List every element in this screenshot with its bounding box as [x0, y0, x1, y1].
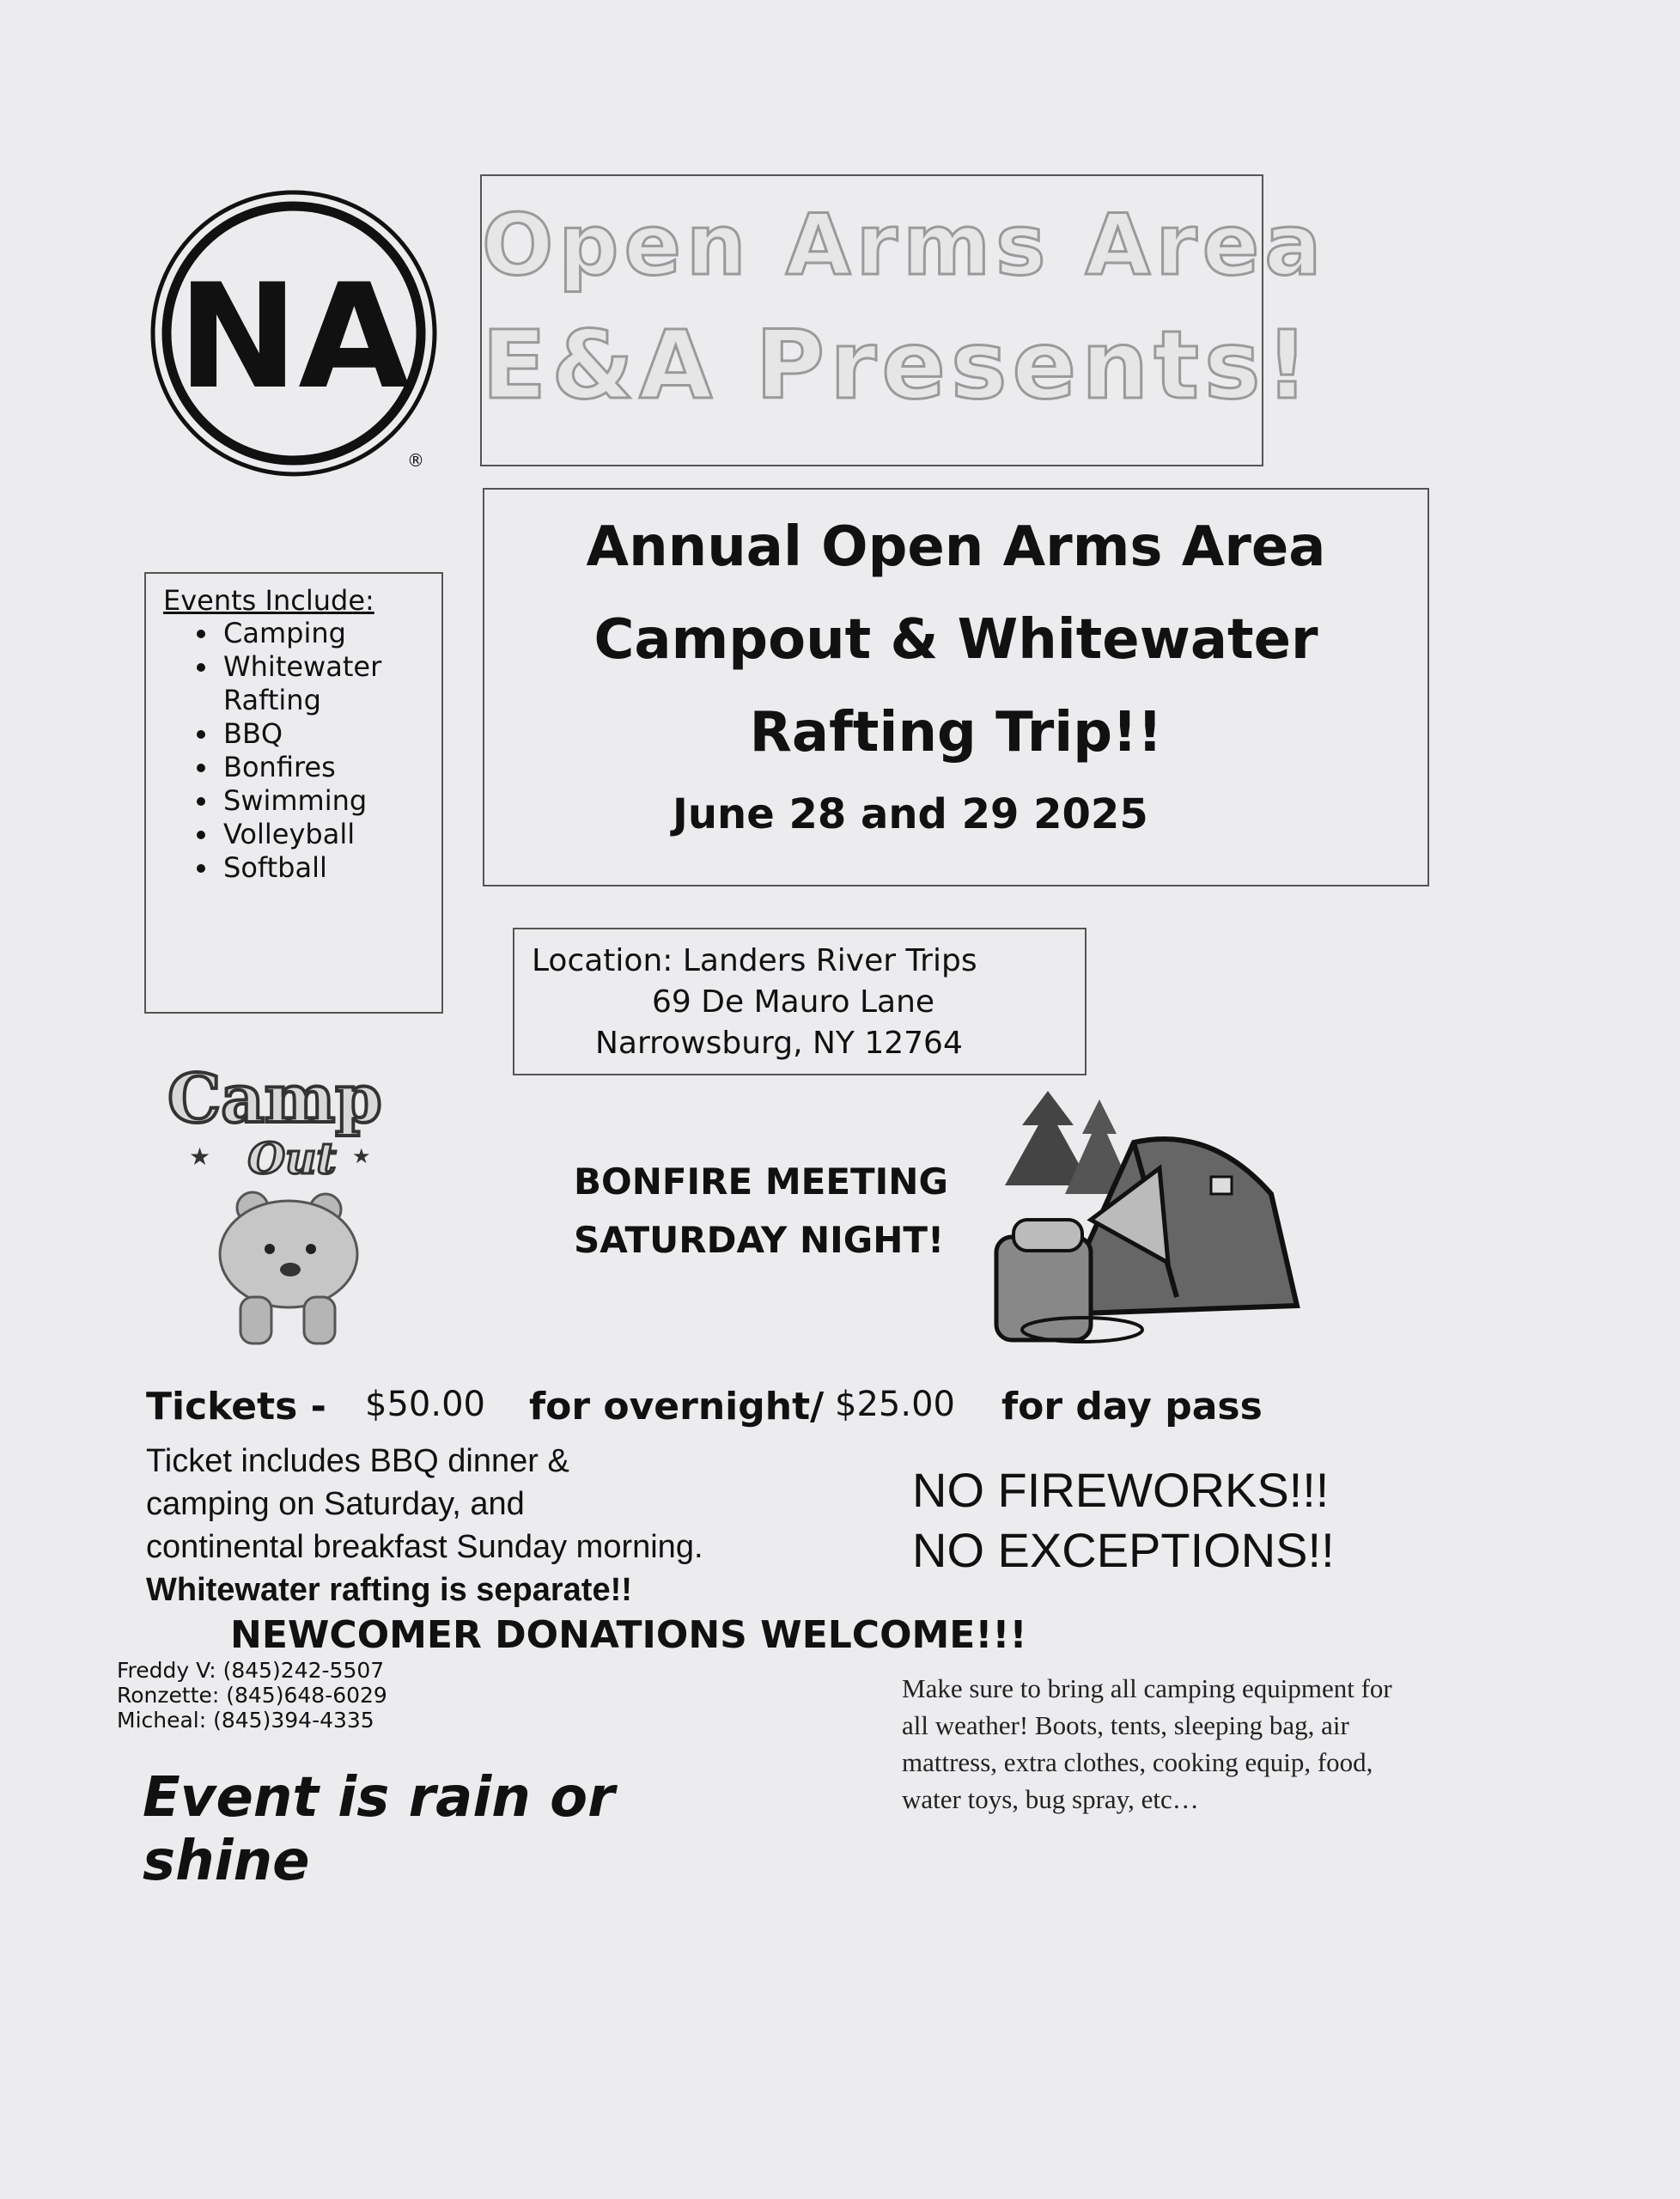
presents-header-box: [480, 174, 1327, 466]
rain-or-shine-notice: Event is rain or shine: [143, 1766, 615, 1893]
event-title-line-3: Rafting Trip!!: [749, 701, 1163, 764]
bonfire-line-2: SATURDAY NIGHT!: [574, 1219, 945, 1261]
presents-line-2: E&A Presents!: [482, 310, 1314, 420]
tent-icon: [988, 1091, 1306, 1357]
contact-list: [117, 1658, 387, 1733]
list-item: • BBQ: [220, 717, 435, 751]
rafting-separate-note: Whitewater rafting is separate!!: [146, 1572, 632, 1608]
star-icon: ★: [189, 1142, 211, 1171]
list-item: • Whitewater Rafting: [220, 650, 435, 717]
contact-item: Freddy V: (845)242-5507: [117, 1658, 385, 1683]
overnight-text: for overnight/: [529, 1385, 825, 1428]
presents-line-1: Open Arms Area: [482, 197, 1327, 295]
star-icon: ★: [352, 1144, 371, 1168]
registered-mark: ®: [407, 450, 424, 471]
list-item: • Softball: [220, 851, 435, 885]
fireworks-warning: [912, 1460, 1335, 1581]
contact-item: Ronzette: (845)648-6029: [117, 1683, 387, 1708]
event-title-line-1: Annual Open Arms Area: [586, 515, 1326, 579]
ticket-details: [146, 1440, 703, 1611]
warning-line-2: NO EXCEPTIONS!!: [912, 1523, 1335, 1577]
na-logo: [148, 187, 440, 479]
bonfire-line-1: BONFIRE MEETING: [574, 1160, 948, 1203]
day-pass-price: $25.00: [835, 1385, 955, 1424]
event-date: June 28 and 29 2025: [673, 790, 1148, 838]
out-word: Out: [247, 1133, 337, 1184]
event-title-box: [483, 488, 1429, 886]
overnight-price: $50.00: [365, 1385, 485, 1424]
contact-item: Micheal: (845)394-4335: [117, 1708, 374, 1733]
logo-letters: NA: [177, 253, 411, 421]
tickets-label: Tickets -: [146, 1385, 326, 1428]
list-item: • Bonfires: [220, 751, 435, 784]
location-line-3: Narrowsburg, NY 12764: [595, 1026, 963, 1061]
ticket-detail-line: camping on Saturday, and: [146, 1486, 525, 1522]
list-item: • Camping: [220, 617, 435, 650]
list-item: • Swimming: [220, 784, 435, 818]
bonfire-meeting-notice: [574, 1153, 948, 1270]
camp-word: Camp: [167, 1060, 382, 1138]
event-title-line-2: Campout & Whitewater: [593, 608, 1318, 672]
bear-icon: [210, 1177, 364, 1349]
day-pass-text: for day pass: [1001, 1385, 1263, 1428]
ticket-detail-line: continental breakfast Sunday morning.: [146, 1529, 703, 1565]
newcomer-donations: NEWCOMER DONATIONS WELCOME!!!: [230, 1613, 1027, 1657]
camp-out-clipart: [155, 1053, 404, 1191]
list-item: • Volleyball: [220, 818, 435, 851]
packing-note: Make sure to bring all camping equipment for all weather! Boots, tents, sleeping bag, air mattress, extra clothes, cooking equip, food, water toys, bug spray, etc…: [902, 1673, 1392, 1814]
events-box: [144, 572, 443, 1014]
location-line-1: Location: Landers River Trips: [532, 943, 977, 978]
location-line-2: 69 De Mauro Lane: [652, 984, 935, 1020]
location-box: [513, 928, 1087, 1075]
events-list: [189, 617, 435, 885]
ticket-detail-line: Ticket includes BBQ dinner &: [146, 1443, 569, 1479]
warning-line-1: NO FIREWORKS!!!: [912, 1463, 1330, 1517]
events-heading: Events Include:: [163, 584, 374, 617]
